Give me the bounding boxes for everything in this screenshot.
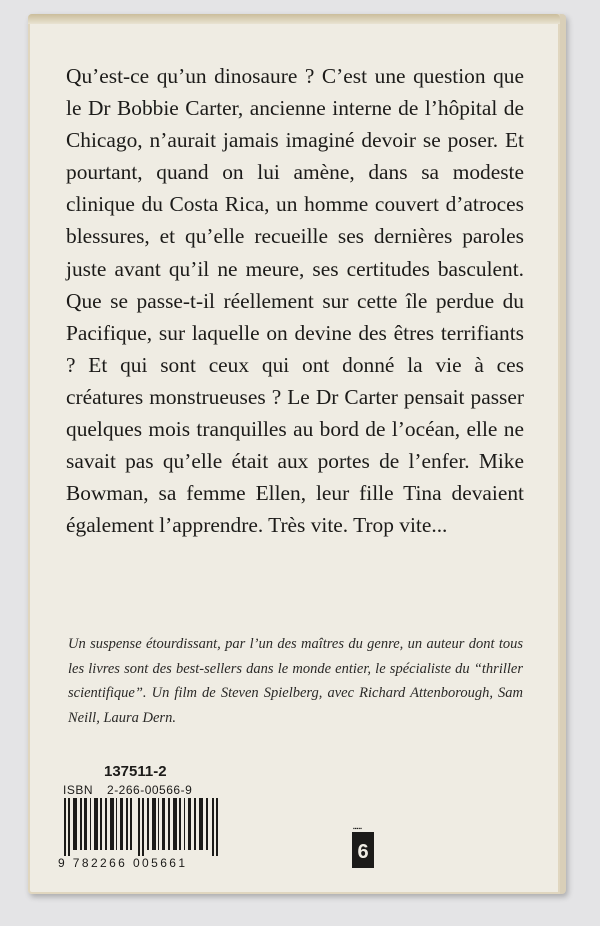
product-code: 137511-2 (104, 763, 167, 780)
promo-text: Un suspense étourdissant, par l’un des maîtres du genre, un auteur dont tous les livres sont des best-sellers dans le monde entier, le spécialiste du “thriller scientifique”. Un film de Steven Spielberg, avec Richard Attenborough, Sam Neill, Laura Dern. (68, 636, 523, 726)
publisher-logo-caption: ▪▪▪▪▪ (353, 826, 362, 832)
blurb-text: Qu’est-ce qu’un dinosaure ? C’est une question que le Dr Bobbie Carter, ancienne interne de l’hôpital de Chicago, n’aurait jamais imaginé devoir se poser. Et pourtant, quand on lui amène, dans sa modeste clinique du Costa Rica, un homme couvert d’atroces blessures, et qu’elle recueille ses dernières paroles juste avant qu’il ne meure, ses certitudes basculent. Que se passe-t-il réellement sur cette île perdue du Pacifique, sur laquelle on devine des êtres terrifiants ? Et qui sont ceux qui ont donné la vie à ces créatures monstrueuses ? Le Dr Carter pensait passer quelques mois tranquilles au bord de l’océan, elle ne savait pas qu’elle était aux portes de l’enfer. Mike Bowman, sa femme Ellen, leur fille Tina devaient également l’apprendre. Très vite. Trop vite... (66, 64, 524, 538)
isbn-value: 2-266-00566-9 (107, 783, 193, 797)
barcode (62, 798, 222, 856)
isbn-line (63, 783, 192, 797)
barcode-number: 9 782266 005661 (58, 856, 188, 870)
cover-top-edge (28, 14, 560, 24)
publisher-logo: 6 (352, 832, 374, 868)
isbn-label: ISBN (63, 783, 94, 797)
